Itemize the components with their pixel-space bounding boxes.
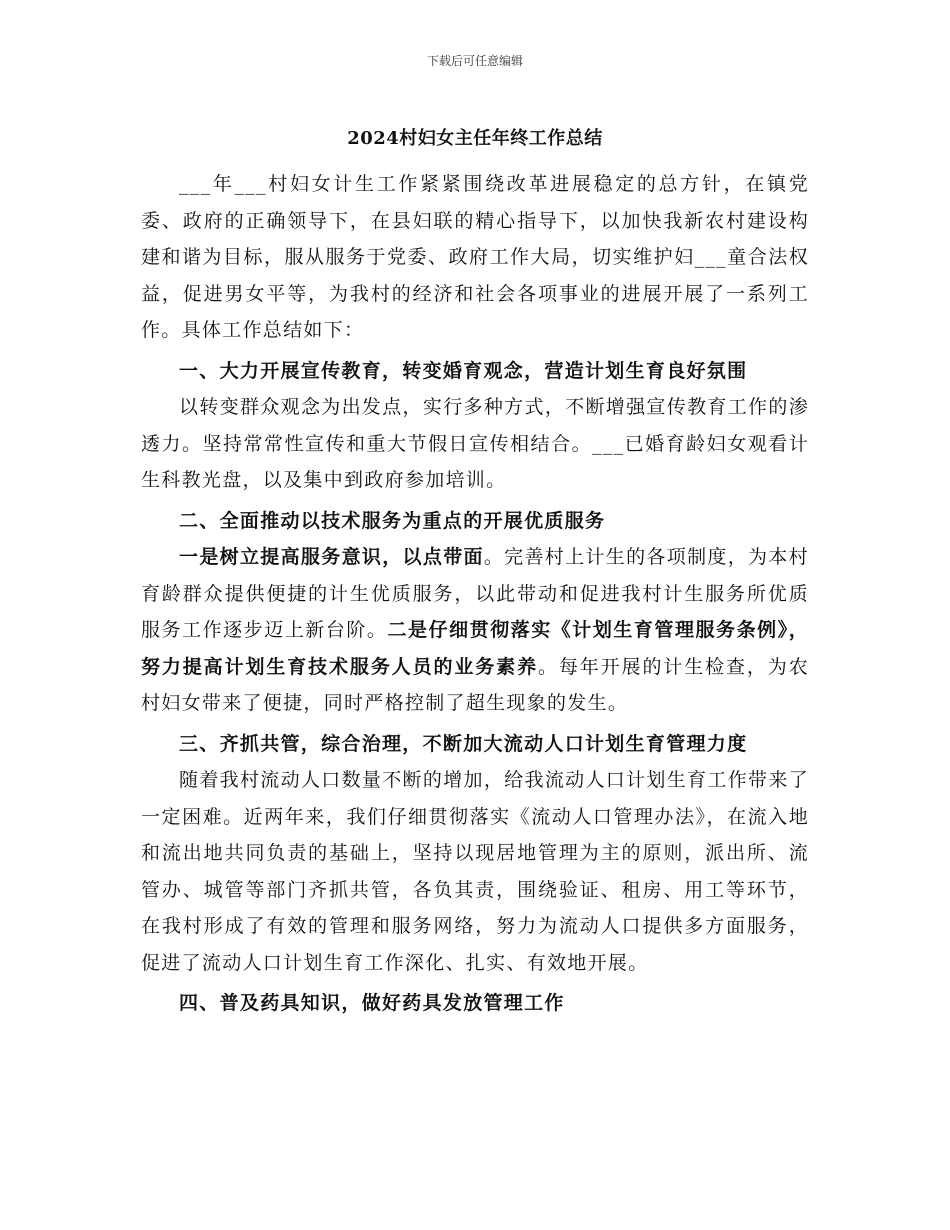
document-body — [141, 166, 809, 1022]
section-2-point-1-bold: 一是树立提高服务意识，以点带面 — [179, 546, 484, 568]
section-2-point-2-bold: 二是仔细贯彻落实《计划生育管理服务条例》，努力提高计划生育技术服务人员的业务素养 — [141, 619, 809, 678]
section-2-point-2-text: 。每年开展的计生检查，为农村妇女带来了便捷，同时严格控制了超生现象的发生。 — [141, 655, 810, 714]
document-title: 2024村妇女主任年终工作总结 — [347, 128, 603, 149]
intro-paragraph: ___年___村妇女计生工作紧紧围绕改革进展稳定的总方针，在镇党委、政府的正确领导下，在县妇联的精心指导下，以加快我新农村建设构建和谐为目标，服从服务于党委、政府工作大局，切实维护妇___童合法权益，促进男女平等，为我村的经济和社会各项事业的进展开展了一系列工作。具体工作总结如下： — [141, 173, 809, 341]
section-4-heading: 四、普及药具知识，做好药具发放管理工作 — [179, 992, 565, 1014]
section-3-heading: 三、齐抓共管，综合治理，不断加大流动人口计划生育管理力度 — [179, 732, 748, 755]
section-2-point-1-text: 。完善村上计生的各项制度，为本村育龄群众提供便捷的计生优质服务，以此带动和促进我村计生服务所优质服务工作逐步迈上新台阶。 — [141, 546, 809, 641]
section-3-paragraph: 随着我村流动人口数量不断的增加，给我流动人口计划生育工作带来了一定困难。近两年来，我们仔细贯彻落实《流动人口管理办法》，在流入地和流出地共同负责的基础上，坚持以现居地管理为主的原则，派出所、流管办、城管等部门齐抓共管，各负其责，围绕验证、租房、用工等环节，在我村形成了有效的管理和服务网络，努力为流动人口提供多方面服务，促进了流动人口计划生育工作深化、扎实、有效地开展。 — [141, 769, 809, 974]
section-2-heading: 二、全面推动以技术服务为重点的开展优质服务 — [179, 509, 606, 532]
header-note: 下载后可任意编辑 — [426, 54, 523, 68]
section-1-heading: 一、大力开展宣传教育，转变婚育观念，营造计划生育良好氛围 — [179, 359, 748, 382]
section-2-paragraph — [141, 539, 809, 722]
section-1-paragraph: 以转变群众观念为出发点，实行多种方式，不断增强宣传教育工作的渗透力。坚持常常性宣传和重大节假日宣传相结合。___已婚育龄妇女观看计生科教光盘，以及集中到政府参加培训。 — [141, 396, 809, 491]
